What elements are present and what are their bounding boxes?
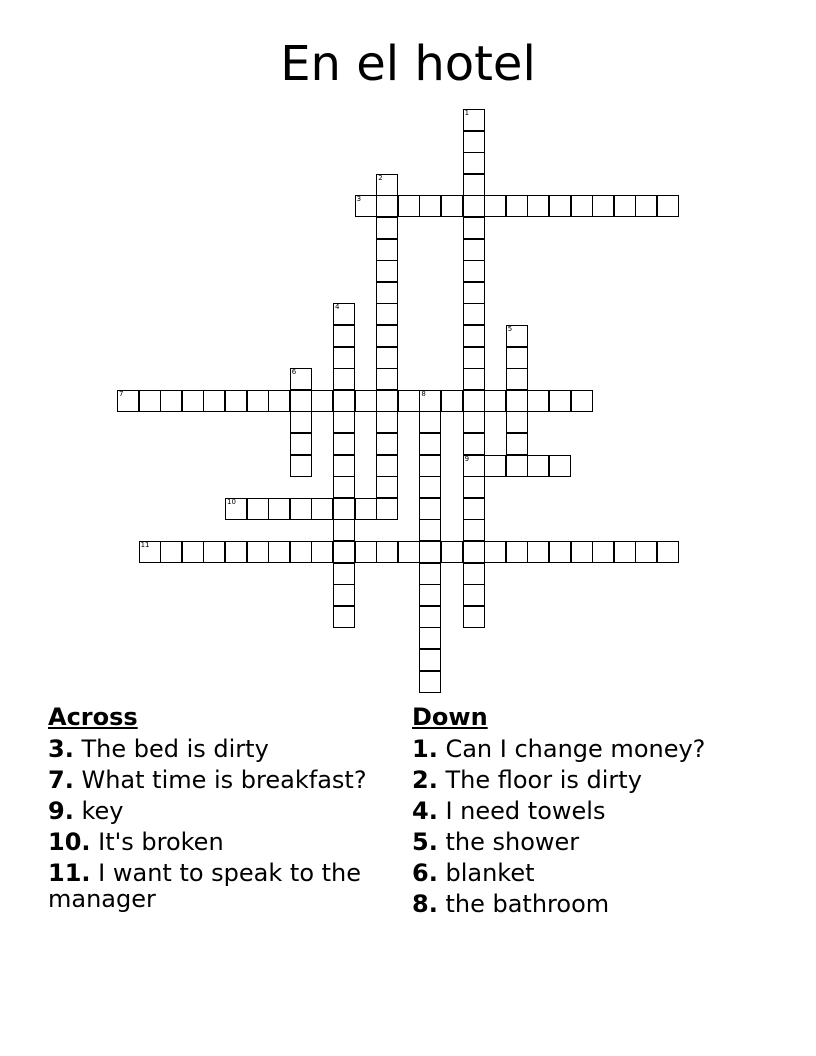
grid-cell[interactable]: [635, 541, 657, 563]
clue-text: What time is breakfast?: [81, 766, 367, 794]
grid-cell[interactable]: [463, 152, 485, 174]
clue-text: Can I change money?: [445, 735, 706, 763]
grid-cell[interactable]: [506, 195, 528, 217]
grid-cell[interactable]: [376, 368, 398, 390]
grid-cell[interactable]: [290, 498, 312, 520]
grid-cell[interactable]: [463, 563, 485, 585]
grid-cell[interactable]: [614, 541, 636, 563]
grid-cell[interactable]: [376, 433, 398, 455]
grid-cell[interactable]: [463, 325, 485, 347]
grid-cell[interactable]: [441, 390, 463, 412]
down-clue-4: [412, 798, 772, 824]
grid-cell[interactable]: [419, 433, 441, 455]
grid-cell[interactable]: [463, 368, 485, 390]
grid-cell[interactable]: [419, 606, 441, 628]
grid-cell[interactable]: [463, 282, 485, 304]
grid-cell[interactable]: [463, 260, 485, 282]
grid-cell[interactable]: [419, 519, 441, 541]
grid-cell[interactable]: [506, 455, 528, 477]
across-clue-10: [48, 829, 393, 855]
grid-cell[interactable]: [463, 109, 485, 131]
grid-cell[interactable]: [484, 541, 506, 563]
down-clue-8: [412, 891, 772, 917]
grid-cell[interactable]: [571, 195, 593, 217]
grid-cell[interactable]: [333, 347, 355, 369]
grid-cell[interactable]: [333, 433, 355, 455]
grid-cell[interactable]: [203, 541, 225, 563]
grid-cell[interactable]: [527, 390, 549, 412]
grid-cell[interactable]: [527, 455, 549, 477]
grid-cell[interactable]: [139, 390, 161, 412]
clue-number: 2.: [412, 766, 438, 794]
grid-cell[interactable]: [355, 195, 377, 217]
down-clue-5: [412, 829, 772, 855]
grid-cell[interactable]: [376, 411, 398, 433]
clue-number: 6.: [412, 859, 438, 887]
across-heading: Across: [48, 703, 138, 731]
grid-cell[interactable]: [657, 541, 679, 563]
grid-cell[interactable]: [333, 411, 355, 433]
grid-cell[interactable]: [419, 498, 441, 520]
grid-cell[interactable]: [506, 433, 528, 455]
grid-cell[interactable]: [333, 390, 355, 412]
cell-number: 2: [378, 173, 383, 182]
grid-cell[interactable]: [355, 498, 377, 520]
grid-cell[interactable]: [571, 390, 593, 412]
grid-cell[interactable]: [463, 131, 485, 153]
grid-cell[interactable]: [463, 433, 485, 455]
grid-cell[interactable]: [182, 390, 204, 412]
grid-cell[interactable]: [355, 541, 377, 563]
clue-text: The bed is dirty: [81, 735, 269, 763]
grid-cell[interactable]: [463, 174, 485, 196]
cell-number: 9: [464, 454, 470, 463]
grid-cell[interactable]: [376, 217, 398, 239]
grid-cell[interactable]: [376, 476, 398, 498]
cell-number: 4: [335, 303, 340, 312]
grid-cell[interactable]: [571, 541, 593, 563]
grid-cell[interactable]: [441, 541, 463, 563]
clue-text: blanket: [445, 859, 535, 887]
grid-cell[interactable]: [463, 411, 485, 433]
grid-cell[interactable]: [484, 455, 506, 477]
grid-cell[interactable]: [376, 239, 398, 261]
grid-cell[interactable]: [506, 411, 528, 433]
grid-cell[interactable]: [268, 498, 290, 520]
grid-cell[interactable]: [225, 541, 247, 563]
grid-cell[interactable]: [311, 390, 333, 412]
grid-cell[interactable]: [225, 498, 247, 520]
grid-cell[interactable]: [614, 195, 636, 217]
cell-number: 8: [421, 389, 426, 398]
grid-cell[interactable]: [463, 476, 485, 498]
grid-cell[interactable]: [398, 541, 420, 563]
grid-cell[interactable]: [290, 455, 312, 477]
cell-number: 5: [507, 325, 513, 333]
cell-number: 11: [140, 541, 150, 549]
across-clues: [48, 700, 393, 917]
grid-cell[interactable]: [290, 541, 312, 563]
grid-cell[interactable]: [506, 325, 528, 347]
grid-cell[interactable]: [376, 174, 398, 196]
grid-cell[interactable]: [549, 455, 571, 477]
grid-cell[interactable]: [117, 390, 139, 412]
grid-cell[interactable]: [376, 498, 398, 520]
grid-cell[interactable]: [463, 498, 485, 520]
grid-cell[interactable]: [527, 541, 549, 563]
grid-cell[interactable]: [463, 541, 485, 563]
grid-cell[interactable]: [311, 498, 333, 520]
grid-cell[interactable]: [376, 260, 398, 282]
clue-text: I want to speak to the manager: [48, 859, 362, 913]
grid-cell[interactable]: [527, 195, 549, 217]
grid-cell[interactable]: [160, 390, 182, 412]
grid-cell[interactable]: [376, 390, 398, 412]
grid-cell[interactable]: [333, 368, 355, 390]
clue-number: 4.: [412, 797, 438, 825]
grid-cell[interactable]: [290, 368, 312, 390]
grid-cell[interactable]: [333, 303, 355, 325]
grid-cell[interactable]: [419, 649, 441, 671]
grid-cell[interactable]: [549, 195, 571, 217]
grid-cell[interactable]: [355, 390, 377, 412]
clue-number: 8.: [412, 890, 438, 918]
grid-cell[interactable]: [268, 541, 290, 563]
grid-cell[interactable]: [225, 390, 247, 412]
grid-cell[interactable]: [376, 282, 398, 304]
grid-cell[interactable]: [484, 390, 506, 412]
grid-cell[interactable]: [290, 433, 312, 455]
grid-cell[interactable]: [506, 390, 528, 412]
clue-text: It's broken: [98, 828, 224, 856]
clue-number: 5.: [412, 828, 438, 856]
grid-cell[interactable]: [160, 541, 182, 563]
grid-cell[interactable]: [419, 671, 441, 693]
grid-cell[interactable]: [376, 455, 398, 477]
grid-cell[interactable]: [463, 195, 485, 217]
grid-cell[interactable]: [376, 347, 398, 369]
grid-cell[interactable]: [247, 390, 269, 412]
across-clue-7: [48, 767, 393, 793]
down-clue-1: [412, 736, 772, 762]
grid-cell[interactable]: [463, 606, 485, 628]
grid-cell[interactable]: [182, 541, 204, 563]
cell-number: 1: [464, 109, 470, 117]
clue-text: I need towels: [445, 797, 606, 825]
grid-cell[interactable]: [419, 455, 441, 477]
grid-cell[interactable]: [506, 541, 528, 563]
grid-cell[interactable]: [419, 584, 441, 606]
grid-cell[interactable]: [441, 195, 463, 217]
grid-cell[interactable]: [657, 195, 679, 217]
grid-cell[interactable]: [376, 325, 398, 347]
grid-cell[interactable]: [463, 347, 485, 369]
grid-cell[interactable]: [549, 541, 571, 563]
grid-cell[interactable]: [592, 195, 614, 217]
clue-number: 9.: [48, 797, 74, 825]
grid-cell[interactable]: [463, 519, 485, 541]
grid-cell[interactable]: [463, 455, 485, 477]
grid-cell[interactable]: [333, 498, 355, 520]
clue-number: 1.: [412, 735, 438, 763]
grid-cell[interactable]: [549, 390, 571, 412]
grid-cell[interactable]: [376, 541, 398, 563]
down-clue-2: [412, 767, 772, 793]
clue-text: the bathroom: [445, 890, 610, 918]
grid-cell[interactable]: [635, 195, 657, 217]
down-clues: [412, 700, 772, 922]
down-clue-6: [412, 860, 772, 886]
grid-cell[interactable]: [311, 541, 333, 563]
cell-number: 6: [291, 368, 297, 377]
grid-cell[interactable]: [506, 368, 528, 390]
grid-cell[interactable]: [333, 476, 355, 498]
across-clue-3: [48, 736, 393, 762]
grid-cell[interactable]: [268, 390, 290, 412]
grid-cell[interactable]: [333, 606, 355, 628]
grid-cell[interactable]: [333, 455, 355, 477]
grid-cell[interactable]: [333, 563, 355, 585]
across-clue-11: [48, 860, 393, 912]
grid-cell[interactable]: [419, 195, 441, 217]
grid-cell[interactable]: [247, 498, 269, 520]
down-heading: Down: [412, 703, 488, 731]
clue-number: 7.: [48, 766, 74, 794]
grid-cell[interactable]: [419, 411, 441, 433]
grid-cell[interactable]: [376, 195, 398, 217]
grid-cell[interactable]: [290, 411, 312, 433]
grid-cell[interactable]: [333, 519, 355, 541]
grid-cell[interactable]: [419, 390, 441, 412]
grid-cell[interactable]: [506, 347, 528, 369]
grid-cell[interactable]: [419, 476, 441, 498]
puzzle-title: En el hotel: [280, 36, 536, 92]
grid-cell[interactable]: [398, 195, 420, 217]
across-clue-9: [48, 798, 393, 824]
grid-cell[interactable]: [247, 541, 269, 563]
grid-cell[interactable]: [463, 217, 485, 239]
clue-number: 3.: [48, 735, 74, 763]
grid-cell[interactable]: [333, 325, 355, 347]
grid-cell[interactable]: [419, 627, 441, 649]
cell-number: 3: [356, 195, 362, 204]
grid-cell[interactable]: [419, 541, 441, 563]
cell-number: 7: [119, 389, 124, 398]
grid-cell[interactable]: [139, 541, 161, 563]
grid-cell[interactable]: [463, 584, 485, 606]
grid-cell[interactable]: [419, 563, 441, 585]
grid-cell[interactable]: [592, 541, 614, 563]
grid-cell[interactable]: [463, 303, 485, 325]
grid-cell[interactable]: [290, 390, 312, 412]
cell-number: 10: [227, 497, 236, 506]
grid-cell[interactable]: [333, 541, 355, 563]
grid-cell[interactable]: [484, 195, 506, 217]
clue-text: The floor is dirty: [445, 766, 642, 794]
clue-text: key: [81, 797, 124, 825]
clue-text: the shower: [445, 828, 580, 856]
grid-cell[interactable]: [398, 390, 420, 412]
clue-number: 11.: [48, 859, 91, 887]
grid-cell[interactable]: [463, 239, 485, 261]
grid-cell[interactable]: [463, 390, 485, 412]
grid-cell[interactable]: [376, 303, 398, 325]
grid-cell[interactable]: [203, 390, 225, 412]
grid-cell[interactable]: [333, 584, 355, 606]
clue-number: 10.: [48, 828, 91, 856]
